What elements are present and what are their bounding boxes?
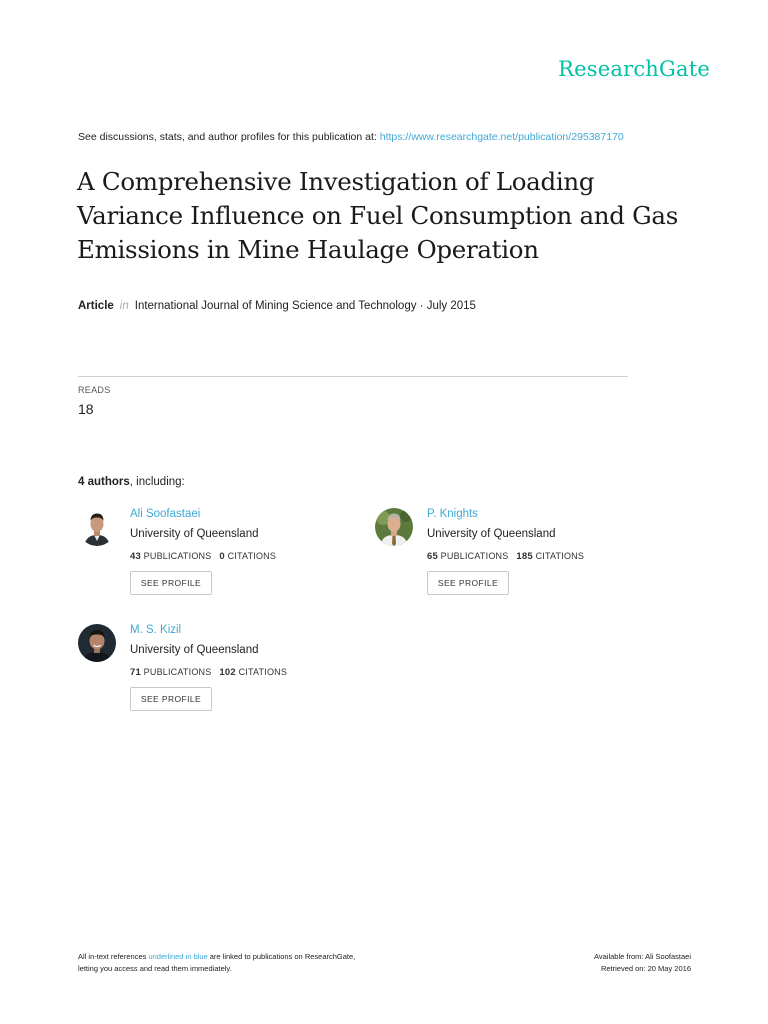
citations-label: CITATIONS [227,551,277,561]
citations-label: CITATIONS [535,551,585,561]
citations-count: 0 [219,551,225,562]
author-stats [427,551,584,562]
authors-heading [78,476,185,488]
publication-meta [78,300,476,312]
avatar[interactable] [78,624,116,662]
publication-link-line [78,131,624,143]
article-type: Article [78,300,114,312]
author-name-link[interactable]: Ali Soofastaei [130,508,201,520]
publications-label: PUBLICATIONS [143,551,212,561]
footer-availability [594,951,691,975]
reads-label: READS [78,385,111,395]
publications-label: PUBLICATIONS [143,667,212,677]
authors-count: 4 authors [78,476,130,488]
citations-count: 102 [219,667,236,678]
footer-line-2: letting you access and read them immediately. [78,964,232,973]
author-card [78,624,358,724]
divider [78,376,628,377]
author-card [78,508,358,608]
publications-count: 43 [130,551,141,562]
see-profile-button[interactable]: SEE PROFILE [427,571,509,595]
publications-label: PUBLICATIONS [440,551,509,561]
author-institution: University of Queensland [130,644,259,656]
author-stats [130,551,276,562]
in-label: in [119,300,129,312]
footer-note [78,951,355,975]
researchgate-logo[interactable]: ResearchGate [558,57,710,81]
authors-including: , including: [129,476,185,488]
author-name-link[interactable]: P. Knights [427,508,478,520]
see-discussions-text: See discussions, stats, and author profiles for this publication at: [78,131,380,143]
publications-count: 71 [130,667,141,678]
available-from: Available from: Ali Soofastaei [594,952,691,961]
see-profile-button[interactable]: SEE PROFILE [130,687,212,711]
author-stats [130,667,287,678]
reads-count: 18 [78,401,94,417]
underlined-in-blue-text: underlined in blue [148,952,208,961]
author-institution: University of Queensland [130,528,259,540]
author-institution: University of Queensland [427,528,556,540]
citations-count: 185 [516,551,533,562]
publications-count: 65 [427,551,438,562]
avatar[interactable] [375,508,413,546]
retrieved-on: Retrieved on: 20 May 2016 [600,964,691,973]
see-profile-button[interactable]: SEE PROFILE [130,571,212,595]
journal-and-date: International Journal of Mining Science and Technology · July 2015 [134,300,476,312]
author-card [375,508,655,608]
citations-label: CITATIONS [238,667,288,677]
author-name-link[interactable]: M. S. Kizil [130,624,182,636]
footer-line-1 [78,951,355,963]
footer-text: are linked to publications on ResearchGate, [207,952,356,961]
avatar[interactable] [78,508,116,546]
page-title: A Comprehensive Investigation of Loading Variance Influence on Fuel Consumption and Gas Emissions in Mine Haulage Operation [77,167,678,264]
publication-url-link[interactable]: https://www.researchgate.net/publication/295387170 [379,131,624,143]
footer-text: All in-text references [78,952,149,961]
